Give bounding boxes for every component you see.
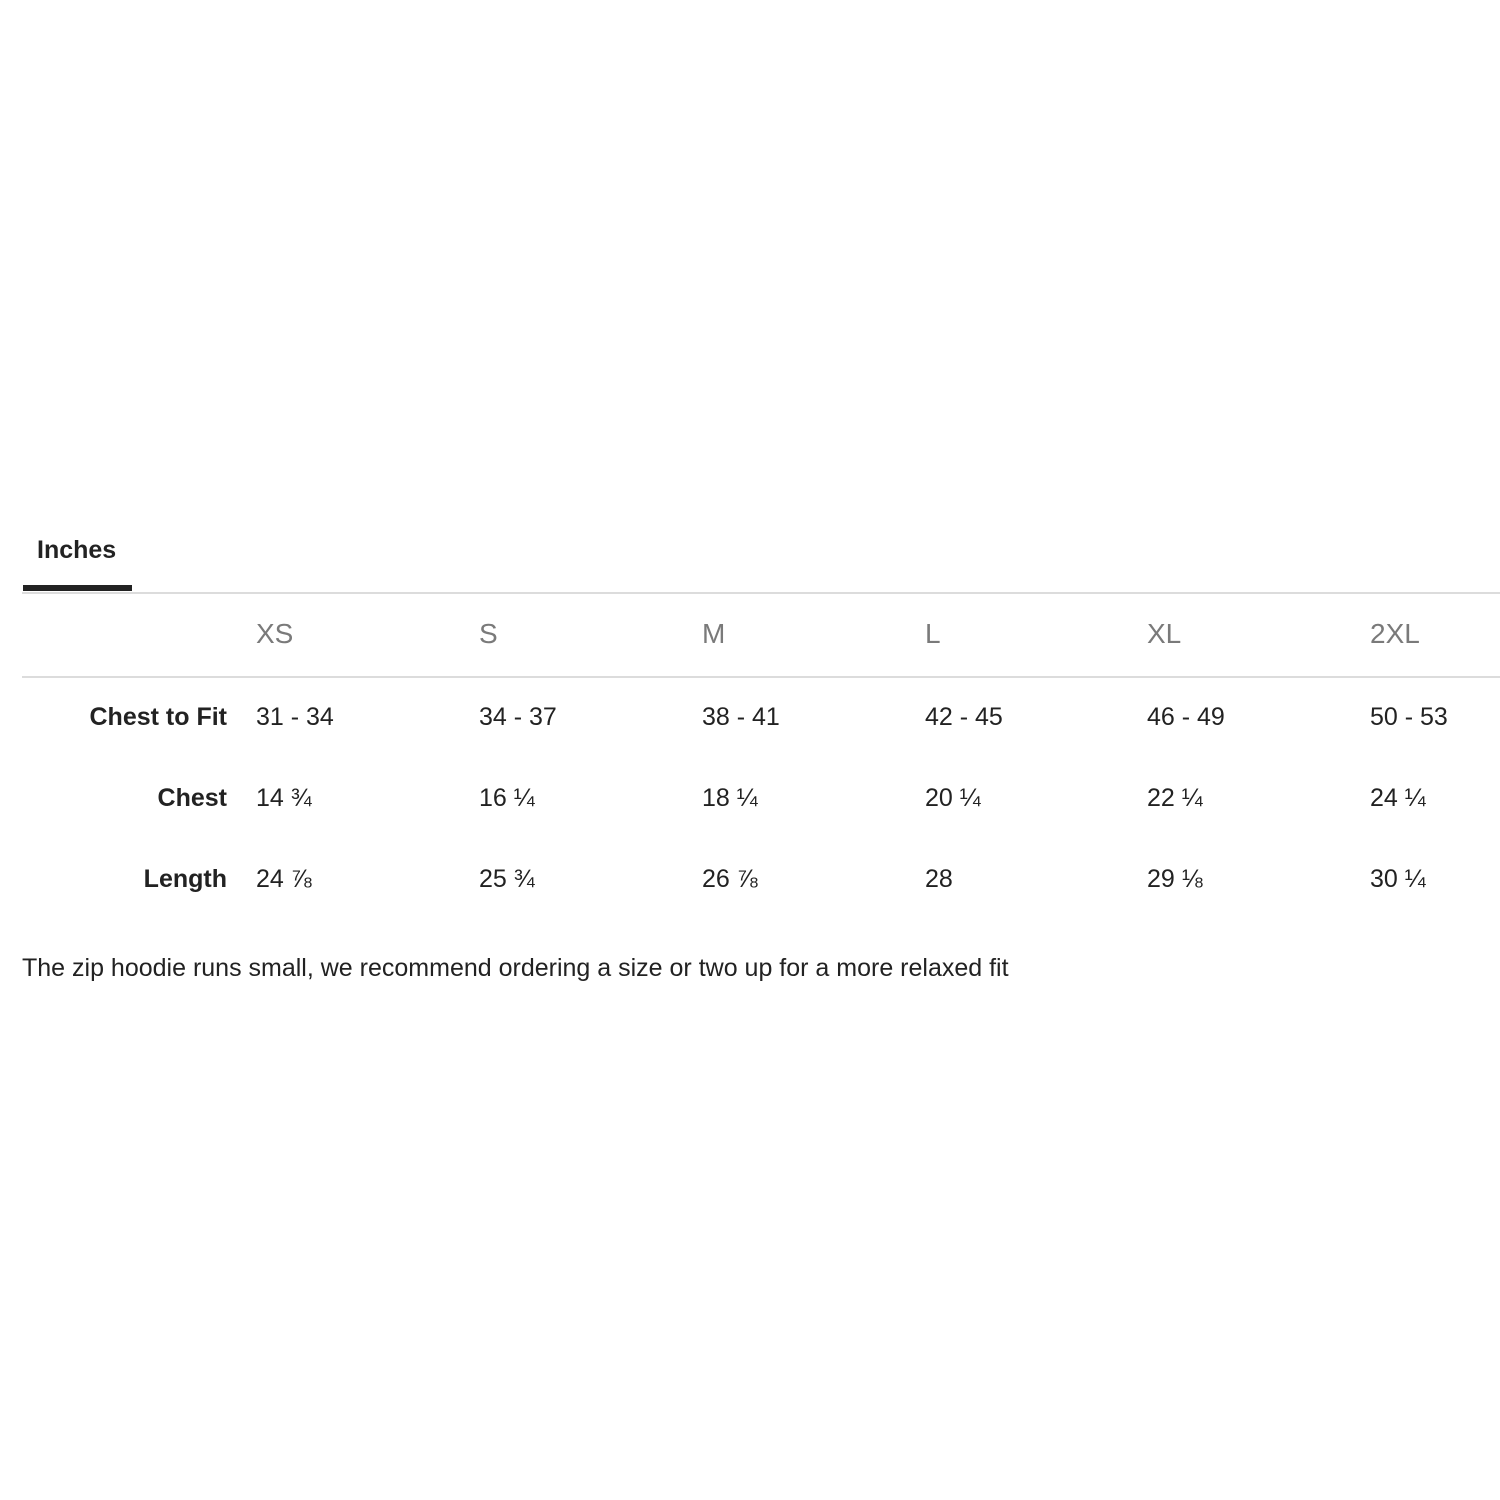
table-cell: 29 ⅛ [1147, 865, 1203, 893]
row-label-length: Length [143, 865, 227, 893]
tab-inches[interactable] [22, 520, 132, 592]
table-row-chest [22, 774, 1500, 834]
table-cell: 46 - 49 [1147, 703, 1225, 731]
table-cell: 25 ¾ [479, 865, 535, 893]
table-cell: 16 ¼ [479, 784, 535, 812]
size-header-l: L [925, 618, 941, 649]
table-cell: 38 - 41 [702, 703, 780, 731]
table-cell: 42 - 45 [925, 703, 1003, 731]
table-cell: 18 ¼ [702, 784, 758, 812]
size-header-m: M [702, 618, 726, 649]
unit-tabs [22, 520, 1500, 594]
size-header-row [22, 594, 1500, 678]
table-cell: 31 - 34 [256, 703, 334, 731]
tab-inches-label: Inches [37, 536, 117, 564]
row-label-chest-to-fit: Chest to Fit [89, 703, 227, 731]
size-header-2xl: 2XL [1370, 618, 1420, 649]
table-cell: 34 - 37 [479, 703, 557, 731]
table-cell: 50 - 53 [1370, 703, 1448, 731]
table-row-chest-to-fit [22, 693, 1500, 753]
size-header-xs: XS [256, 618, 294, 649]
table-cell: 24 ¼ [1370, 784, 1426, 812]
table-cell: 26 ⅞ [702, 865, 758, 893]
table-cell: 24 ⅞ [256, 865, 312, 893]
table-cell: 30 ¼ [1370, 865, 1426, 893]
table-row-length [22, 855, 1500, 915]
table-cell: 22 ¼ [1147, 784, 1203, 812]
size-header-xl: XL [1147, 618, 1182, 649]
table-cell: 14 ¾ [256, 784, 312, 812]
fit-note: The zip hoodie runs small, we recommend ordering a size or two up for a more relaxed fit [22, 954, 1009, 982]
size-header-s: S [479, 618, 498, 649]
table-cell: 20 ¼ [925, 784, 981, 812]
tab-active-indicator [23, 585, 132, 591]
table-cell: 28 [925, 865, 953, 893]
row-label-chest: Chest [157, 784, 227, 812]
